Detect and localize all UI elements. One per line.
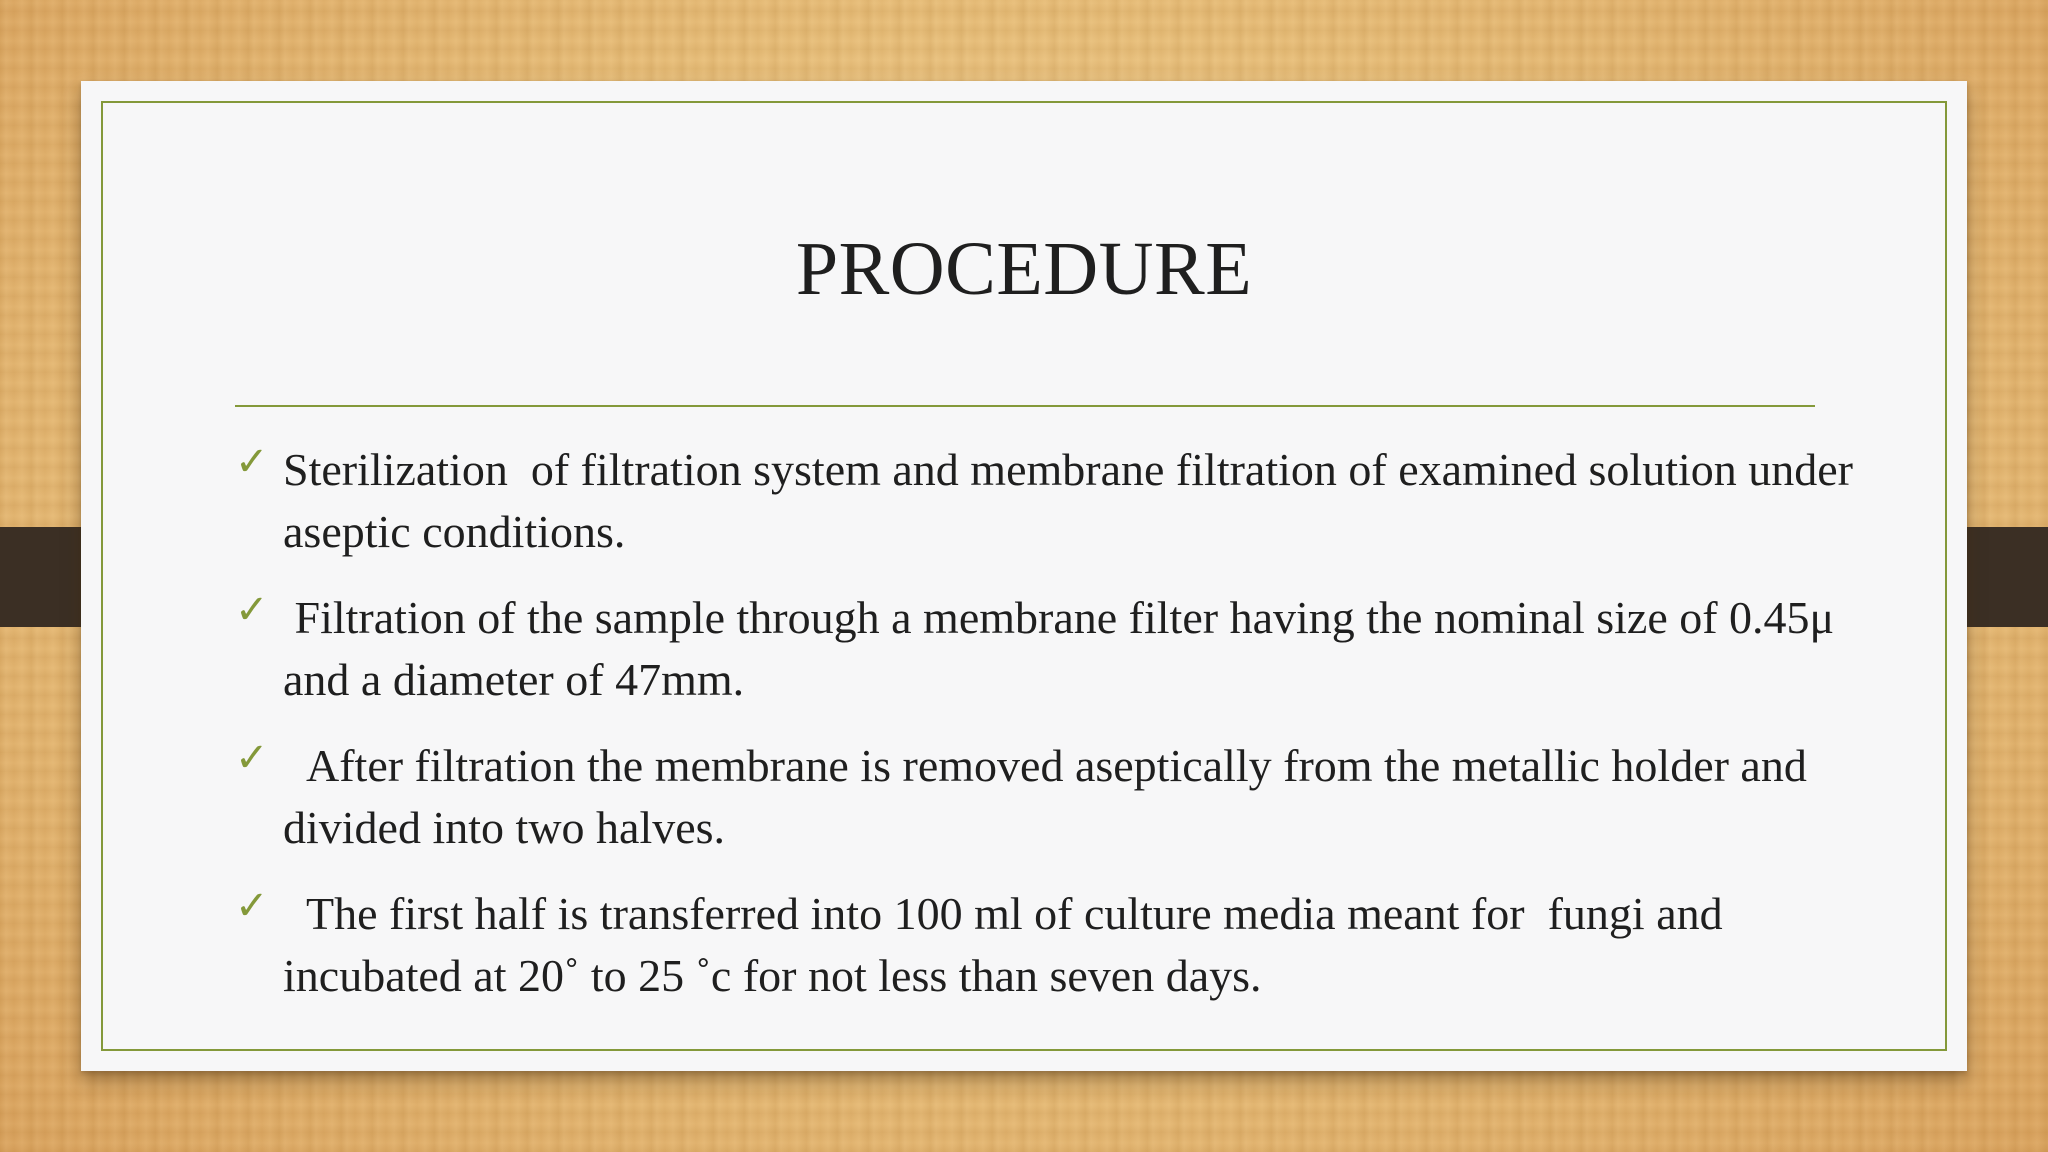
- bullet-item: [235, 735, 1855, 859]
- slide-card: [81, 81, 1967, 1071]
- check-icon: ✓: [235, 883, 269, 929]
- check-icon: ✓: [235, 735, 269, 781]
- slide-title: PROCEDURE: [795, 227, 1253, 311]
- bullet-text: Sterilization of filtration system and membrane filtration of examined solution under aseptic conditions.: [283, 444, 1865, 557]
- bullet-item: [235, 439, 1865, 563]
- check-icon: ✓: [235, 587, 269, 633]
- bullet-list: [235, 439, 1865, 1031]
- bullet-item: [235, 587, 1855, 711]
- bullet-text: After filtration the membrane is removed aseptically from the metallic holder and divided into two halves.: [283, 740, 1819, 853]
- bullet-item: [235, 883, 1855, 1007]
- check-icon: ✓: [235, 439, 269, 485]
- bullet-text: Filtration of the sample through a membrane filter having the nominal size of 0.45μ and a diameter of 47mm.: [283, 592, 1846, 705]
- bullet-text: The first half is transferred into 100 ml of culture media meant for fungi and incubated at 20˚ to 25 ˚c for not less than seven days.: [283, 888, 1735, 1001]
- title-divider: [235, 405, 1815, 407]
